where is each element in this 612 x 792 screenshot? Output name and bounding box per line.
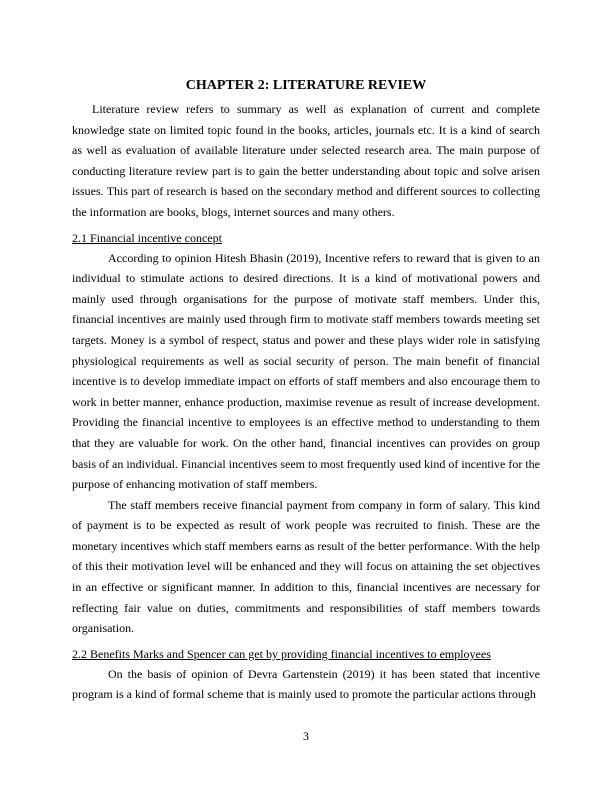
page-number: 3: [303, 729, 309, 743]
section-heading-financial-incentive-concept: 2.1 Financial incentive concept: [72, 230, 222, 245]
intro-paragraph: Literature review refers to summary as well as explanation of current and complete knowledge state on limited topic found in the books, articles, journals etc. It is a kind of search as well as evaluation of available literature under selected research area. The main purpose of conducting literature review part is to gain the better understanding about topic and solve arisen issues. This part of research is based on the secondary method and different sources to collecting the information are books, blogs, internet sources and many others.: [72, 102, 540, 219]
section2-paragraph-1: On the basis of opinion of Devra Gartenstein (2019) it has been stated that incentive program is a kind of formal scheme that is mainly used to promote the particular actions through: [72, 666, 540, 702]
section1-paragraph-1: According to opinion Hitesh Bhasin (2019), Incentive refers to reward that is given to an individual to stimulate actions to desired directions. It is a kind of motivational powers and mainly used through organisations for the purpose of motivate staff members. Under this, financial incentives are mainly used through firm to motivate staff members towards meeting set targets. Money is a symbol of respect, status and power and these plays wider role in satisfying physiological requirements as well as social security of person. The main benefit of financial incentive is to develop immediate impact on efforts of staff members and also encourage them to work in better manner, enhance production, maximise revenue as result of increase development. Providing the financial incentive to employees is an effective method to understanding to them that they are valuable for work. On the other hand, financial incentives can provides on group basis of an individual. Financial incentives seem to most frequently used kind of incentive for the purpose of enhancing motivation of staff members.: [72, 250, 540, 492]
page-content: [72, 77, 540, 705]
section-heading-benefits-marks-and-spencer: 2.2 Benefits Marks and Spencer can get by providing financial incentives to employees: [72, 646, 491, 661]
section1-paragraph-2: The staff members receive financial payment from company in form of salary. This kind of payment is to be expected as result of work people was recruited to finish. These are the monetary incentives which staff members earns as result of the better performance. With the help of this their motivation level will be enhanced and they will focus on attaining the set objectives in an effective or significant manner. In addition to this, financial incentives are necessary for reflecting fair value on duties, commitments and responsibilities of staff members towards organisation.: [72, 497, 540, 636]
chapter-title: CHAPTER 2: LITERATURE REVIEW: [185, 78, 427, 93]
